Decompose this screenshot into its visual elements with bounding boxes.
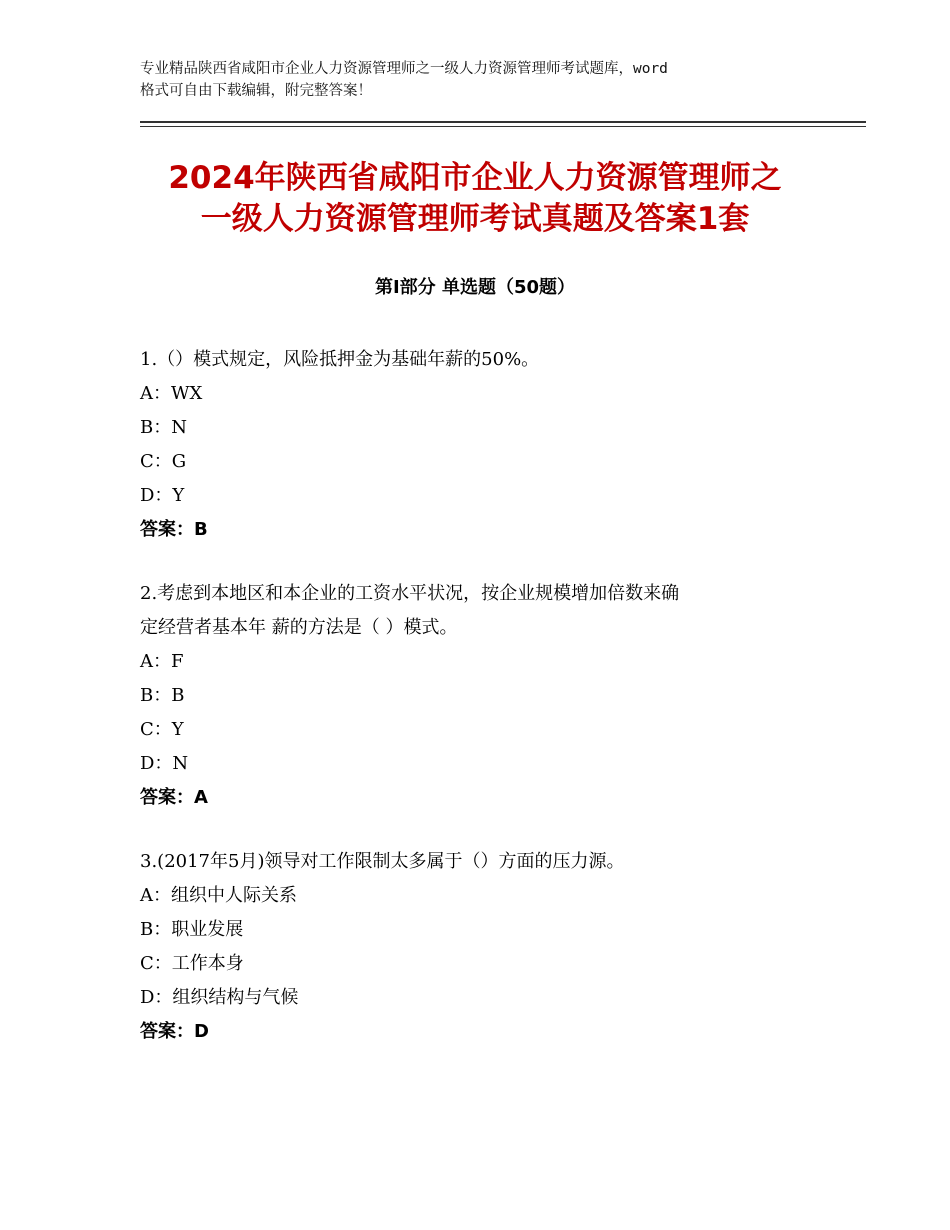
option-d: D：组织结构与气候: [140, 987, 299, 1008]
question-list: [140, 343, 820, 1079]
header-divider-thick: [140, 121, 866, 123]
header-note: [140, 58, 840, 102]
option-b: B：B: [140, 685, 185, 706]
option-d: D：N: [140, 753, 189, 774]
option-c: C：工作本身: [140, 953, 244, 974]
option-a: A：WX: [140, 383, 203, 404]
option-b: B：N: [140, 417, 187, 438]
section-title: 第Ⅰ部分 单选题（50题）: [374, 277, 575, 298]
document-title-line-1: 2024年陕西省咸阳市企业人力资源管理师之: [168, 160, 782, 196]
option-a: A：F: [140, 651, 184, 672]
answer: 答案：B: [140, 519, 208, 540]
header-note-line-2: 格式可自由下载编辑，附完整答案！: [140, 83, 372, 99]
option-b: B：职业发展: [140, 919, 244, 940]
answer: 答案：A: [140, 787, 208, 808]
option-a: A：组织中人际关系: [140, 885, 297, 906]
question-stem: 1.（）模式规定，风险抵押金为基础年薪的50%。: [140, 349, 540, 370]
question-stem-line-1: 2.考虑到本地区和本企业的工资水平状况，按企业规模增加倍数来确: [140, 583, 680, 604]
option-c: C：G: [140, 451, 187, 472]
question-2: [140, 577, 820, 815]
question-stem: 3.(2017年5月)领导对工作限制太多属于（）方面的压力源。: [140, 851, 625, 872]
question-1: [140, 343, 820, 547]
option-d: D：Y: [140, 485, 185, 506]
header-note-line-1: 专业精品陕西省咸阳市企业人力资源管理师之一级人力资源管理师考试题库，word: [140, 61, 668, 77]
document-title: [100, 158, 850, 240]
option-c: C：Y: [140, 719, 184, 740]
answer: 答案：D: [140, 1021, 209, 1042]
question-stem-line-2: 定经营者基本年 薪的方法是（ ）模式。: [140, 617, 458, 638]
header-divider-thin: [140, 126, 866, 127]
document-title-line-2: 一级人力资源管理师考试真题及答案1套: [200, 201, 750, 237]
question-3: [140, 845, 820, 1049]
